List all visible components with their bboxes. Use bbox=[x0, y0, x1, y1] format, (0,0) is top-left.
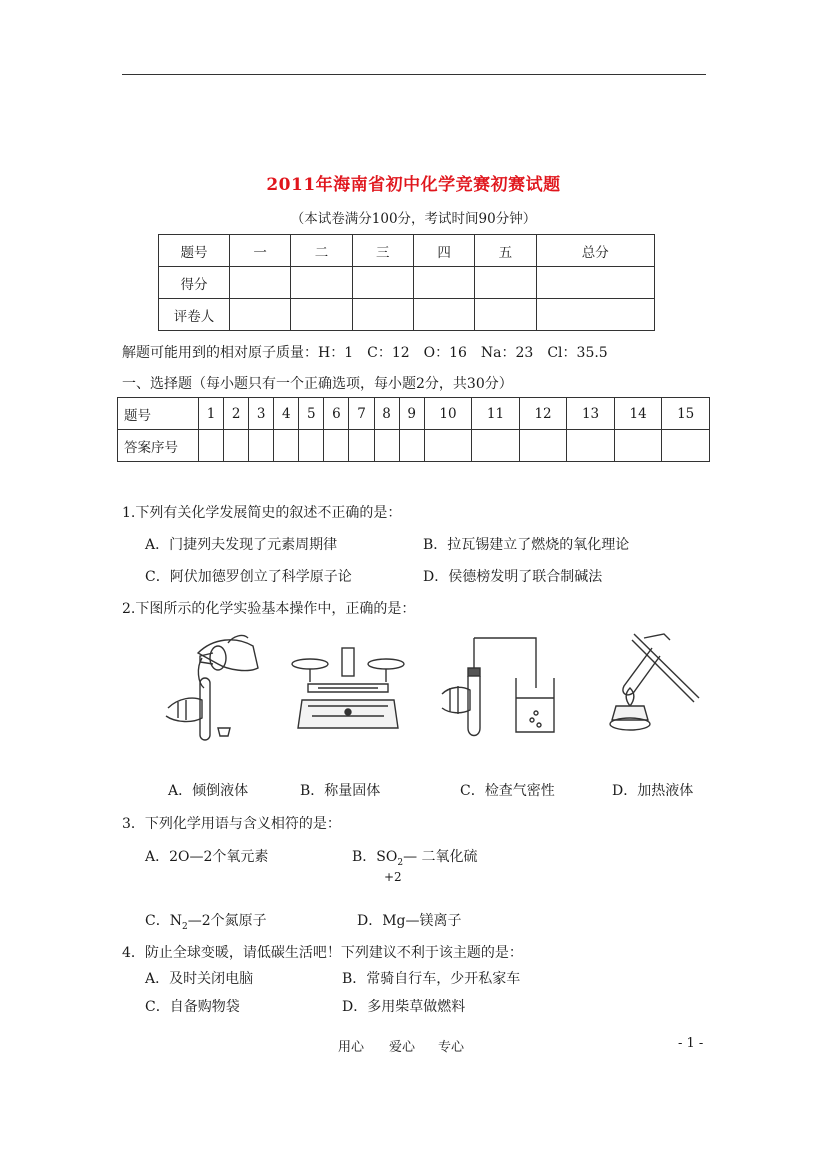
formula-meaning: —2个氮原子 bbox=[187, 913, 267, 929]
answer-number: 14 bbox=[614, 398, 662, 430]
formula-meaning: — 二氧化硫 bbox=[403, 849, 478, 865]
question-4-option-b[interactable]: B．常骑自行车，少开私家车 bbox=[342, 971, 521, 987]
answer-cell[interactable] bbox=[349, 430, 374, 462]
formula-subscript: 2 bbox=[397, 857, 404, 868]
score-cell[interactable] bbox=[230, 267, 291, 299]
question-2-option-c[interactable]: C．检查气密性 bbox=[460, 783, 555, 799]
score-table-row bbox=[159, 299, 655, 331]
score-cell[interactable] bbox=[475, 267, 536, 299]
atomic-mass-note: 解题可能用到的相对原子质量：H：1 C：12 O：16 Na：23 Cl：35.5 bbox=[122, 345, 608, 361]
answer-cell[interactable] bbox=[224, 430, 249, 462]
answer-cell[interactable] bbox=[199, 430, 224, 462]
answer-number: 11 bbox=[472, 398, 520, 430]
answer-number: 7 bbox=[349, 398, 374, 430]
pouring-liquid-illustration bbox=[158, 628, 268, 748]
question-1-option-c[interactable]: C．阿伏加德罗创立了科学原子论 bbox=[145, 569, 352, 585]
question-2-option-d[interactable]: D．加热液体 bbox=[612, 783, 694, 799]
question-3-stem: 3．下列化学用语与含义相符的是： bbox=[122, 816, 341, 832]
answer-number: 8 bbox=[374, 398, 399, 430]
footer-motto-2: 爱心 bbox=[389, 1040, 416, 1055]
score-header-cell: 总分 bbox=[536, 235, 654, 267]
footer-motto-1: 用心 bbox=[338, 1040, 365, 1055]
answer-cell[interactable] bbox=[519, 430, 567, 462]
header-rule bbox=[122, 74, 706, 75]
answer-table bbox=[117, 397, 710, 462]
answer-cell[interactable] bbox=[299, 430, 324, 462]
answer-cell[interactable] bbox=[614, 430, 662, 462]
answer-cell[interactable] bbox=[274, 430, 299, 462]
answer-number: 1 bbox=[199, 398, 224, 430]
question-2-option-b[interactable]: B．称量固体 bbox=[300, 783, 381, 799]
question-3-option-d[interactable]: D．Mg—镁离子 bbox=[357, 913, 462, 929]
question-2-option-a[interactable]: A．倾倒液体 bbox=[168, 783, 249, 799]
question-1-stem: 1.下列有关化学发展简史的叙述不正确的是： bbox=[122, 505, 402, 521]
question-2-stem: 2.下图所示的化学实验基本操作中，正确的是： bbox=[122, 601, 416, 617]
answer-number: 9 bbox=[399, 398, 424, 430]
answer-cell[interactable] bbox=[662, 430, 710, 462]
question-3-option-c[interactable] bbox=[145, 910, 267, 932]
question-1-option-b[interactable]: B．拉瓦锡建立了燃烧的氧化理论 bbox=[423, 537, 630, 553]
score-header-cell: 三 bbox=[352, 235, 413, 267]
heating-liquid-illustration bbox=[604, 628, 719, 738]
score-cell[interactable] bbox=[413, 299, 474, 331]
question-3-option-b[interactable] bbox=[352, 846, 478, 868]
answer-number: 5 bbox=[299, 398, 324, 430]
score-header-cell: 题号 bbox=[159, 235, 230, 267]
question-4-stem: 4．防止全球变暖，请低碳生活吧！下列建议不利于该主题的是： bbox=[122, 945, 523, 961]
score-cell[interactable] bbox=[536, 299, 654, 331]
formula-subscript: 2 bbox=[181, 921, 188, 932]
question-1-option-d[interactable]: D．侯德榜发明了联合制碱法 bbox=[423, 569, 603, 585]
formula-text: C．N bbox=[145, 913, 182, 929]
answer-number-row bbox=[118, 398, 710, 430]
question-4-option-c[interactable]: C．自备购物袋 bbox=[145, 999, 240, 1015]
answer-number: 3 bbox=[249, 398, 274, 430]
page-subtitle: （本试卷满分100分，考试时间90分钟） bbox=[290, 211, 537, 227]
score-header-cell: 五 bbox=[475, 235, 536, 267]
score-cell[interactable] bbox=[536, 267, 654, 299]
score-table bbox=[158, 234, 655, 331]
question-3-option-a[interactable]: A．2O—2个氧元素 bbox=[145, 849, 269, 865]
answer-number: 12 bbox=[519, 398, 567, 430]
answer-number: 4 bbox=[274, 398, 299, 430]
score-cell[interactable] bbox=[352, 299, 413, 331]
question-4-option-a[interactable]: A．及时关闭电脑 bbox=[145, 971, 254, 987]
score-cell[interactable] bbox=[475, 299, 536, 331]
score-header-cell: 二 bbox=[291, 235, 352, 267]
answer-row-label: 题号 bbox=[118, 398, 199, 430]
answer-input-row bbox=[118, 430, 710, 462]
score-cell[interactable] bbox=[352, 267, 413, 299]
score-cell[interactable] bbox=[291, 267, 352, 299]
score-cell[interactable] bbox=[291, 299, 352, 331]
score-table-row bbox=[159, 267, 655, 299]
balance-scale-illustration bbox=[288, 644, 408, 736]
answer-number: 15 bbox=[662, 398, 710, 430]
section-heading: 一、选择题（每小题只有一个正确选项，每小题2分，共30分） bbox=[122, 376, 513, 392]
score-row-label: 评卷人 bbox=[159, 299, 230, 331]
answer-row-label: 答案序号 bbox=[118, 430, 199, 462]
score-header-cell: 四 bbox=[413, 235, 474, 267]
airtightness-check-illustration bbox=[436, 628, 561, 748]
answer-cell[interactable] bbox=[567, 430, 615, 462]
answer-cell[interactable] bbox=[249, 430, 274, 462]
answer-number: 6 bbox=[324, 398, 349, 430]
score-header-cell: 一 bbox=[230, 235, 291, 267]
score-row-label: 得分 bbox=[159, 267, 230, 299]
score-table-header-row bbox=[159, 235, 655, 267]
valence-annotation: +2 bbox=[384, 870, 402, 884]
question-4-option-d[interactable]: D．多用柴草做燃料 bbox=[342, 999, 466, 1015]
score-cell[interactable] bbox=[413, 267, 474, 299]
answer-cell[interactable] bbox=[472, 430, 520, 462]
answer-number: 10 bbox=[424, 398, 472, 430]
answer-cell[interactable] bbox=[399, 430, 424, 462]
question-1-option-a[interactable]: A．门捷列夫发现了元素周期律 bbox=[145, 537, 338, 553]
footer-motto-3: 专心 bbox=[438, 1040, 465, 1055]
answer-number: 2 bbox=[224, 398, 249, 430]
answer-number: 13 bbox=[567, 398, 615, 430]
answer-cell[interactable] bbox=[424, 430, 472, 462]
score-cell[interactable] bbox=[230, 299, 291, 331]
page-number: - 1 - bbox=[678, 1036, 704, 1051]
answer-cell[interactable] bbox=[324, 430, 349, 462]
formula-text: B．SO bbox=[352, 849, 398, 865]
page-title: 2011年海南省初中化学竞赛初赛试题 bbox=[266, 175, 561, 195]
answer-cell[interactable] bbox=[374, 430, 399, 462]
